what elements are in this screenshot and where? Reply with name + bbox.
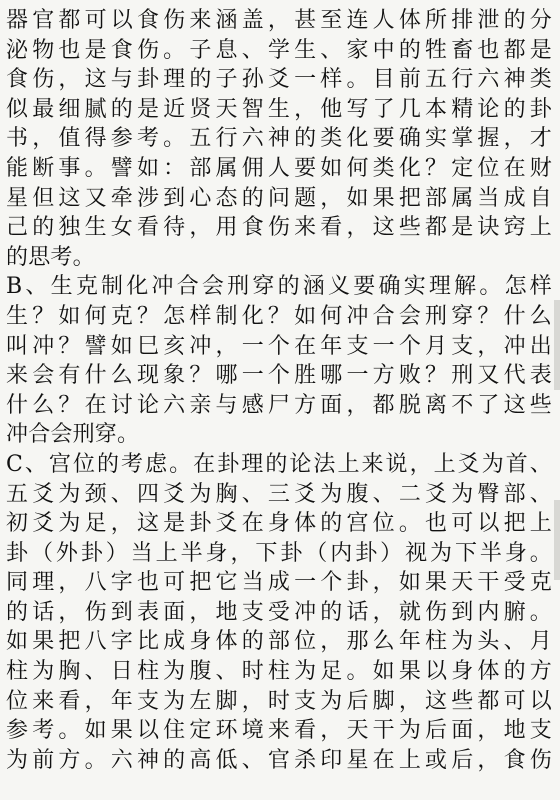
scan-edge-shadow (554, 500, 560, 580)
text-line: 位来看，年支为左脚，时支为后脚，这些都可以 (6, 688, 552, 714)
text-line: 什么？在讨论六亲与感尸方面，都脱离不了这些 (6, 392, 552, 418)
text-line: 初爻为足，这是卦爻在身体的宫位。也可以把上 (6, 511, 552, 537)
text-line: 的思考。 (6, 244, 95, 270)
text-line: 书，值得参考。五行六神的类化要确实掌握，才 (6, 126, 552, 152)
text-line: 能断事。譬如：部属佣人要如何类化？定位在财 (6, 155, 552, 181)
text-line: 卦（外卦）当上半身，下卦（内卦）视为下半身。 (6, 540, 552, 566)
text-line: 同理，八字也可把它当成一个卦，如果天干受克 (6, 570, 552, 596)
text-line: 的话，伤到表面，地支受冲的话，就伤到内腑。 (6, 599, 552, 625)
text-line: 来会有什么现象？哪一个胜哪一方败？刑又代表 (6, 363, 552, 389)
text-line: 如果把八字比成身体的部位，那么年柱为头、月 (6, 629, 552, 655)
text-line: 叫冲？譬如巳亥冲，一个在年支一个月支，冲出 (6, 333, 552, 359)
scan-edge-shadow (554, 300, 560, 390)
section-b-heading-line: B、生克制化冲合会刑穿的涵义要确实理解。怎样 (6, 274, 552, 300)
text-line: 星但这又牵涉到心态的问题，如果把部属当成自 (6, 185, 552, 211)
text-line: 柱为胸、日柱为腹、时柱为足。如果以身体的方 (6, 659, 552, 685)
text-line: 己的独生女看待，用食伤来看，这些都是诀窍上 (6, 215, 552, 241)
text-line: 冲合会刑穿。 (6, 422, 140, 448)
text-line: 似最细腻的是近贤天智生，他写了几本精论的卦 (6, 96, 552, 122)
text-line: 器官都可以食伤来涵盖，甚至连人体所排泄的分 (6, 8, 552, 33)
text-line: 泌物也是食伤。子息、学生、家中的牲畜也都是 (6, 37, 552, 63)
text-line: 五爻为颈、四爻为胸、三爻为腹、二爻为臀部、 (6, 481, 552, 507)
text-line: 食伤，这与卦理的子孙爻一样。目前五行六神类 (6, 67, 552, 93)
section-c-heading-line: C、宫位的考虑。在卦理的论法上来说，上爻为首、 (6, 451, 552, 477)
text-line: 生？如何克？怎样制化？如何冲合会刑穿？什么 (6, 303, 552, 329)
text-line: 参考。如果以住定环境来看，天干为后面，地支 (6, 718, 552, 744)
text-line: 为前方。六神的高低、官杀印星在上或后，食伤 (6, 747, 552, 773)
